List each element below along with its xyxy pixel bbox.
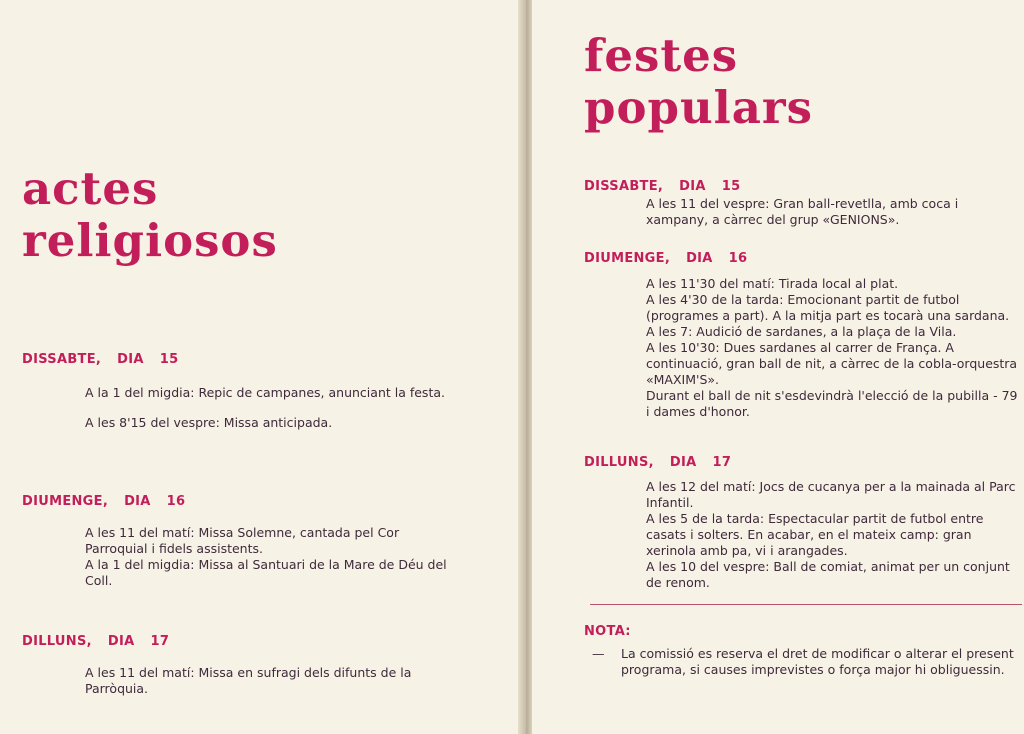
day-name: DISSABTE, xyxy=(584,179,664,194)
day-name: DISSABTE, xyxy=(22,352,102,367)
dia-label: DIA xyxy=(117,352,144,367)
dia-label: DIA xyxy=(124,494,151,509)
right-day-heading-sat xyxy=(584,179,740,194)
event-paragraph: A les 11 del matí: Missa en sufragi dels difunts de la Parròquia. xyxy=(85,665,412,696)
event-paragraph: A la 1 del migdia: Missa al Santuari de la Mare de Déu del Coll. xyxy=(85,557,447,588)
event-paragraph: A les 4'30 de la tarda: Emocionant partit de futbol (programes a part). A la mitja part es tocarà una sardana. xyxy=(646,292,1010,323)
nota-dash: — xyxy=(592,646,605,661)
right-title-line2: populars xyxy=(584,81,813,134)
left-title xyxy=(22,163,278,267)
right-day-body-sat xyxy=(646,196,1020,228)
left-day-body-mon xyxy=(85,665,459,697)
day-number: 16 xyxy=(728,251,748,266)
right-day-body-mon xyxy=(646,479,1020,591)
dia-label: DIA xyxy=(679,179,706,194)
left-day-body-sun xyxy=(85,525,459,589)
event-paragraph: A la 1 del migdia: Repic de campanes, anunciant la festa. xyxy=(85,385,445,400)
event-paragraph: A les 10 del vespre: Ball de comiat, animat per un conjunt de renom. xyxy=(646,559,1010,590)
left-day-heading-sat xyxy=(22,352,178,367)
left-day-heading-mon xyxy=(22,634,169,649)
dia-label: DIA xyxy=(107,634,135,649)
dia-label: DIA xyxy=(686,251,713,266)
event-paragraph: A les 12 del matí: Jocs de cucanya per a la mainada al Parc Infantil. xyxy=(646,479,1016,510)
day-name: DILLUNS, xyxy=(22,634,92,649)
day-number: 15 xyxy=(721,179,741,194)
right-day-body-sun xyxy=(646,276,1020,420)
day-number: 15 xyxy=(159,352,179,367)
day-name: DIUMENGE, xyxy=(22,494,109,509)
nota-block xyxy=(592,646,1022,678)
left-day-body-sat xyxy=(85,385,459,431)
nota-divider xyxy=(590,604,1022,605)
nota-label: NOTA: xyxy=(584,624,631,639)
day-name: DILLUNS, xyxy=(584,455,654,470)
event-paragraph: A les 7: Audició de sardanes, a la plaça de la Vila. xyxy=(646,324,957,339)
left-day-heading-sun xyxy=(22,494,185,509)
day-number: 17 xyxy=(150,634,170,649)
event-paragraph: A les 11 del vespre: Gran ball-revetlla, amb coca i xampany, a càrrec del grup «GENIONS». xyxy=(646,196,959,227)
day-number: 16 xyxy=(166,494,186,509)
right-day-heading-mon xyxy=(584,455,731,470)
event-paragraph: A les 8'15 del vespre: Missa anticipada. xyxy=(85,415,333,430)
right-title-line1: festes xyxy=(584,29,739,82)
left-title-line1: actes xyxy=(22,162,159,215)
right-day-heading-sun xyxy=(584,251,747,266)
nota-text: La comissió es reserva el dret de modificar o alterar el present programa, si causes imprevistes o força major hi obliguessin. xyxy=(621,646,1014,677)
day-number: 17 xyxy=(712,455,732,470)
left-title-line2: religiosos xyxy=(22,214,278,267)
day-name: DIUMENGE, xyxy=(584,251,671,266)
right-title xyxy=(584,30,813,134)
dia-label: DIA xyxy=(669,455,697,470)
event-paragraph: A les 11'30 del matí: Tirada local al plat. xyxy=(646,276,899,291)
event-paragraph: A les 10'30: Dues sardanes al carrer de França. A continuació, gran ball de nit, a càrrec de la cobla-orquestra «MAXIM'S». xyxy=(646,340,1018,387)
event-paragraph: A les 11 del matí: Missa Solemne, cantada pel Cor Parroquial i fidels assistents. xyxy=(85,525,400,556)
event-paragraph: A les 5 de la tarda: Espectacular partit de futbol entre casats i solters. En acabar, en el mateix camp: gran xerinola amb pa, vi i arangades. xyxy=(646,511,984,558)
event-paragraph: Durant el ball de nit s'esdevindrà l'elecció de la pubilla - 79 i dames d'honor. xyxy=(646,388,1018,419)
